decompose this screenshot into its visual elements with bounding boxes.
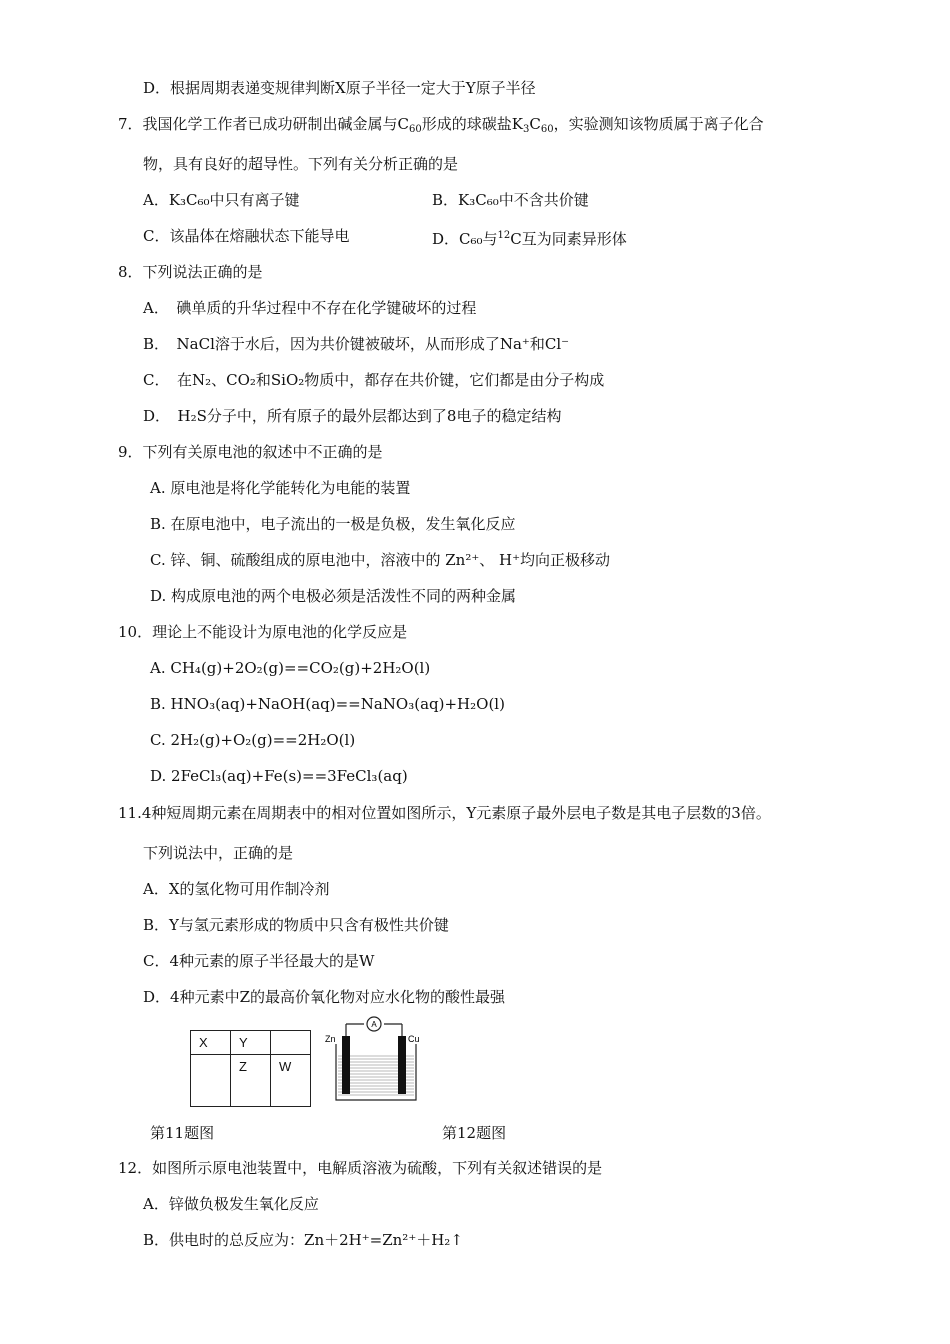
cell-x: X	[191, 1031, 231, 1055]
q11-stem-line1: 11.4种短周期元素在周期表中的相对位置如图所示，Y元素原子最外层电子数是其电子层数的3倍。	[118, 804, 771, 822]
q7-stem-line1: 7．我国化学工作者已成功研制出碱金属与$C_{60}$形成的球碳盐$K_3C_{60}$，实验测知该物质属于离子化合	[118, 115, 764, 135]
cell-z: Z	[231, 1055, 271, 1107]
q8-option-c: C． 在N₂、CO₂和SiO₂物质中，都存在共价键，它们都是由分子构成	[143, 371, 605, 389]
q10-stem: 10．理论上不能设计为原电池的化学反应是	[118, 623, 408, 641]
q7-option-c: C．该晶体在熔融状态下能导电	[143, 227, 350, 245]
cu-electrode	[398, 1036, 406, 1094]
zn-label: Zn	[325, 1034, 336, 1044]
q11-periodic-table	[190, 1030, 311, 1107]
q11-option-d: D．4种元素中Z的最高价氧化物对应水化物的酸性最强	[143, 988, 505, 1006]
q9-option-a: A. 原电池是将化学能转化为电能的装置	[150, 479, 411, 497]
cu-label: Cu	[408, 1034, 420, 1044]
q8-option-a: A． 碘单质的升华过程中不存在化学键破坏的过程	[143, 299, 477, 317]
q8-option-b: B． NaCl溶于水后，因为共价键被破坏，从而形成了Na⁺和Cl⁻	[143, 335, 570, 353]
cell-empty-top	[271, 1031, 311, 1055]
q7-stem-line2: 物，具有良好的超导性。下列有关分析正确的是	[143, 155, 459, 173]
ammeter-label: A	[371, 1020, 377, 1029]
q12-option-b: B．供电时的总反应为：Zn＋2H⁺=Zn²⁺＋H₂↑	[143, 1231, 463, 1249]
q11-figure-caption: 第11题图	[150, 1124, 215, 1142]
cell-empty-bottom	[191, 1055, 231, 1107]
q6-option-d: D．根据周期表递变规律判断X原子半径一定大于Y原子半径	[143, 79, 536, 97]
q10-option-d: D. 2FeCl₃(aq)+Fe(s)==3FeCl₃(aq)	[150, 767, 408, 785]
q12-option-a: A．锌做负极发生氧化反应	[143, 1195, 319, 1213]
q9-option-b: B. 在原电池中，电子流出的一极是负极，发生氧化反应	[150, 515, 516, 533]
q8-stem: 8．下列说法正确的是	[118, 263, 263, 281]
q11-option-a: A．X的氢化物可用作制冷剂	[143, 880, 330, 898]
q7-option-d: D．C₆₀与$^{12}$C互为同素异形体	[432, 230, 627, 248]
q11-option-b: B．Y与氢元素形成的物质中只含有极性共价键	[143, 916, 449, 934]
q9-option-c: C. 锌、铜、硫酸组成的原电池中，溶液中的 Zn²⁺、 H⁺均向正极移动	[150, 551, 611, 569]
q12-figure-caption: 第12题图	[442, 1124, 507, 1142]
q10-option-c: C. 2H₂(g)+O₂(g)==2H₂O(l)	[150, 731, 356, 749]
q9-option-d: D. 构成原电池的两个电极必须是活泼性不同的两种金属	[150, 587, 517, 605]
cell-w: W	[271, 1055, 311, 1107]
zn-electrode	[342, 1036, 350, 1094]
q7-option-a: A．K₃C₆₀中只有离子键	[143, 191, 300, 209]
q11-stem-line2: 下列说法中，正确的是	[143, 844, 294, 862]
q12-stem: 12．如图所示原电池装置中，电解质溶液为硫酸，下列有关叙述错误的是	[118, 1159, 603, 1177]
q8-option-d: D． H₂S分子中，所有原子的最外层都达到了8电子的稳定结构	[143, 407, 562, 425]
q10-option-b: B. HNO₃(aq)+NaOH(aq)==NaNO₃(aq)+H₂O(l)	[150, 695, 505, 713]
cell-y: Y	[231, 1031, 271, 1055]
q7-option-b: B．K₃C₆₀中不含共价键	[432, 191, 589, 209]
q11-option-c: C．4种元素的原子半径最大的是W	[143, 952, 375, 970]
galvanic-cell-diagram	[322, 1016, 432, 1106]
q10-option-a: A. CH₄(g)+2O₂(g)==CO₂(g)+2H₂O(l)	[150, 659, 431, 677]
q9-stem: 9．下列有关原电池的叙述中不正确的是	[118, 443, 383, 461]
